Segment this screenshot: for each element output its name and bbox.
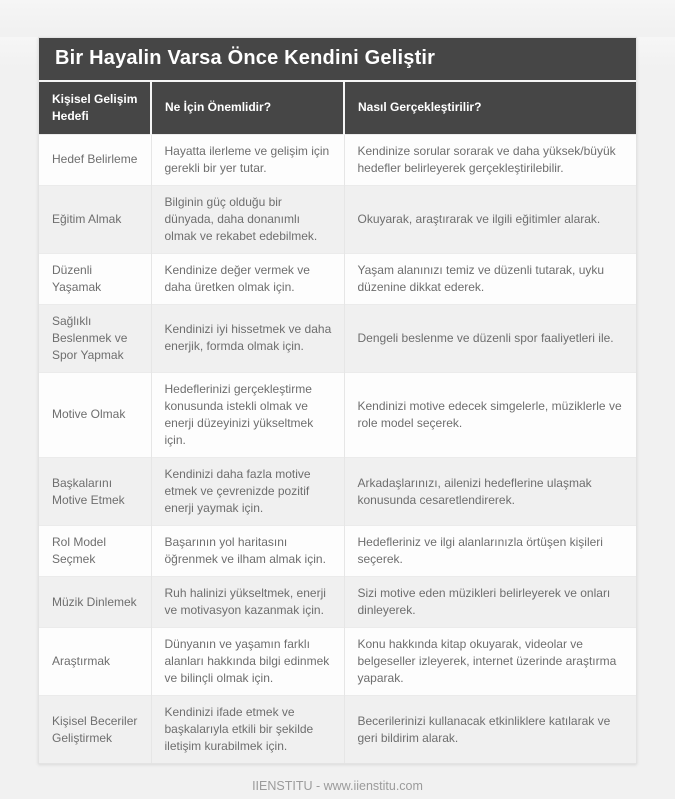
table-body: [39, 134, 636, 763]
goal-cell: Hedef Belirleme: [39, 134, 151, 185]
why-cell: Hayatta ilerleme ve gelişim için gerekli bir yer tutar.: [151, 134, 344, 185]
how-cell: Hedefleriniz ve ilgi alanlarınızla örtüşen kişileri seçerek.: [344, 526, 636, 577]
column-header-how: Nasıl Gerçekleştirilir?: [344, 82, 636, 134]
table-row: [39, 304, 636, 372]
table-row: [39, 458, 636, 526]
table-row: [39, 253, 636, 304]
footer-credit: IIENSTITU - www.iienstitu.com: [252, 779, 423, 794]
table-row: [39, 372, 636, 457]
why-cell: Kendinizi ifade etmek ve başkalarıyla etkili bir şekilde iletişim kurabilmek için.: [151, 696, 344, 764]
how-cell: Konu hakkında kitap okuyarak, videolar ve belgeseller izleyerek, internet üzerinde araştırma yaparak.: [344, 628, 636, 696]
personal-development-table-card: [38, 37, 637, 764]
table-title: Bir Hayalin Varsa Önce Kendini Geliştir: [39, 38, 636, 82]
personal-development-table: [39, 82, 636, 763]
goal-cell: Motive Olmak: [39, 372, 151, 457]
how-cell: Sizi motive eden müzikleri belirleyerek ve onları dinleyerek.: [344, 577, 636, 628]
table-header: [39, 82, 636, 134]
why-cell: Kendinizi daha fazla motive etmek ve çevrenizde pozitif enerji yaymak için.: [151, 458, 344, 526]
goal-cell: Müzik Dinlemek: [39, 577, 151, 628]
goal-cell: Sağlıklı Beslenmek ve Spor Yapmak: [39, 304, 151, 372]
table-row: [39, 696, 636, 764]
how-cell: Kendinizi motive edecek simgelerle, müziklerle ve role model seçerek.: [344, 372, 636, 457]
table-row: [39, 577, 636, 628]
why-cell: Bilginin güç olduğu bir dünyada, daha donanımlı olmak ve rekabet edebilmek.: [151, 185, 344, 253]
table-row: [39, 526, 636, 577]
how-cell: Arkadaşlarınızı, ailenizi hedeflerine ulaşmak konusunda cesaretlendirerek.: [344, 458, 636, 526]
goal-cell: Eğitim Almak: [39, 185, 151, 253]
table-row: [39, 185, 636, 253]
goal-cell: Kişisel Beceriler Geliştirmek: [39, 696, 151, 764]
column-header-why: Ne İçin Önemlidir?: [151, 82, 344, 134]
how-cell: Okuyarak, araştırarak ve ilgili eğitimler alarak.: [344, 185, 636, 253]
goal-cell: Düzenli Yaşamak: [39, 253, 151, 304]
why-cell: Ruh halinizi yükseltmek, enerji ve motivasyon kazanmak için.: [151, 577, 344, 628]
why-cell: Dünyanın ve yaşamın farklı alanları hakkında bilgi edinmek ve bilinçli olmak için.: [151, 628, 344, 696]
goal-cell: Başkalarını Motive Etmek: [39, 458, 151, 526]
how-cell: Becerilerinizi kullanacak etkinliklere katılarak ve geri bildirim alarak.: [344, 696, 636, 764]
how-cell: Dengeli beslenme ve düzenli spor faaliyetleri ile.: [344, 304, 636, 372]
why-cell: Kendinize değer vermek ve daha üretken olmak için.: [151, 253, 344, 304]
why-cell: Hedeflerinizi gerçekleştirme konusunda istekli olmak ve enerji düzeyinizi yükseltmek için.: [151, 372, 344, 457]
goal-cell: Rol Model Seçmek: [39, 526, 151, 577]
why-cell: Başarının yol haritasını öğrenmek ve ilham almak için.: [151, 526, 344, 577]
column-header-goal: Kişisel Gelişim Hedefi: [39, 82, 151, 134]
why-cell: Kendinizi iyi hissetmek ve daha enerjik, formda olmak için.: [151, 304, 344, 372]
how-cell: Yaşam alanınızı temiz ve düzenli tutarak, uyku düzenine dikkat ederek.: [344, 253, 636, 304]
table-row: [39, 628, 636, 696]
table-row: [39, 134, 636, 185]
goal-cell: Araştırmak: [39, 628, 151, 696]
how-cell: Kendinize sorular sorarak ve daha yüksek/büyük hedefler belirleyerek gerçekleştirilebilir.: [344, 134, 636, 185]
